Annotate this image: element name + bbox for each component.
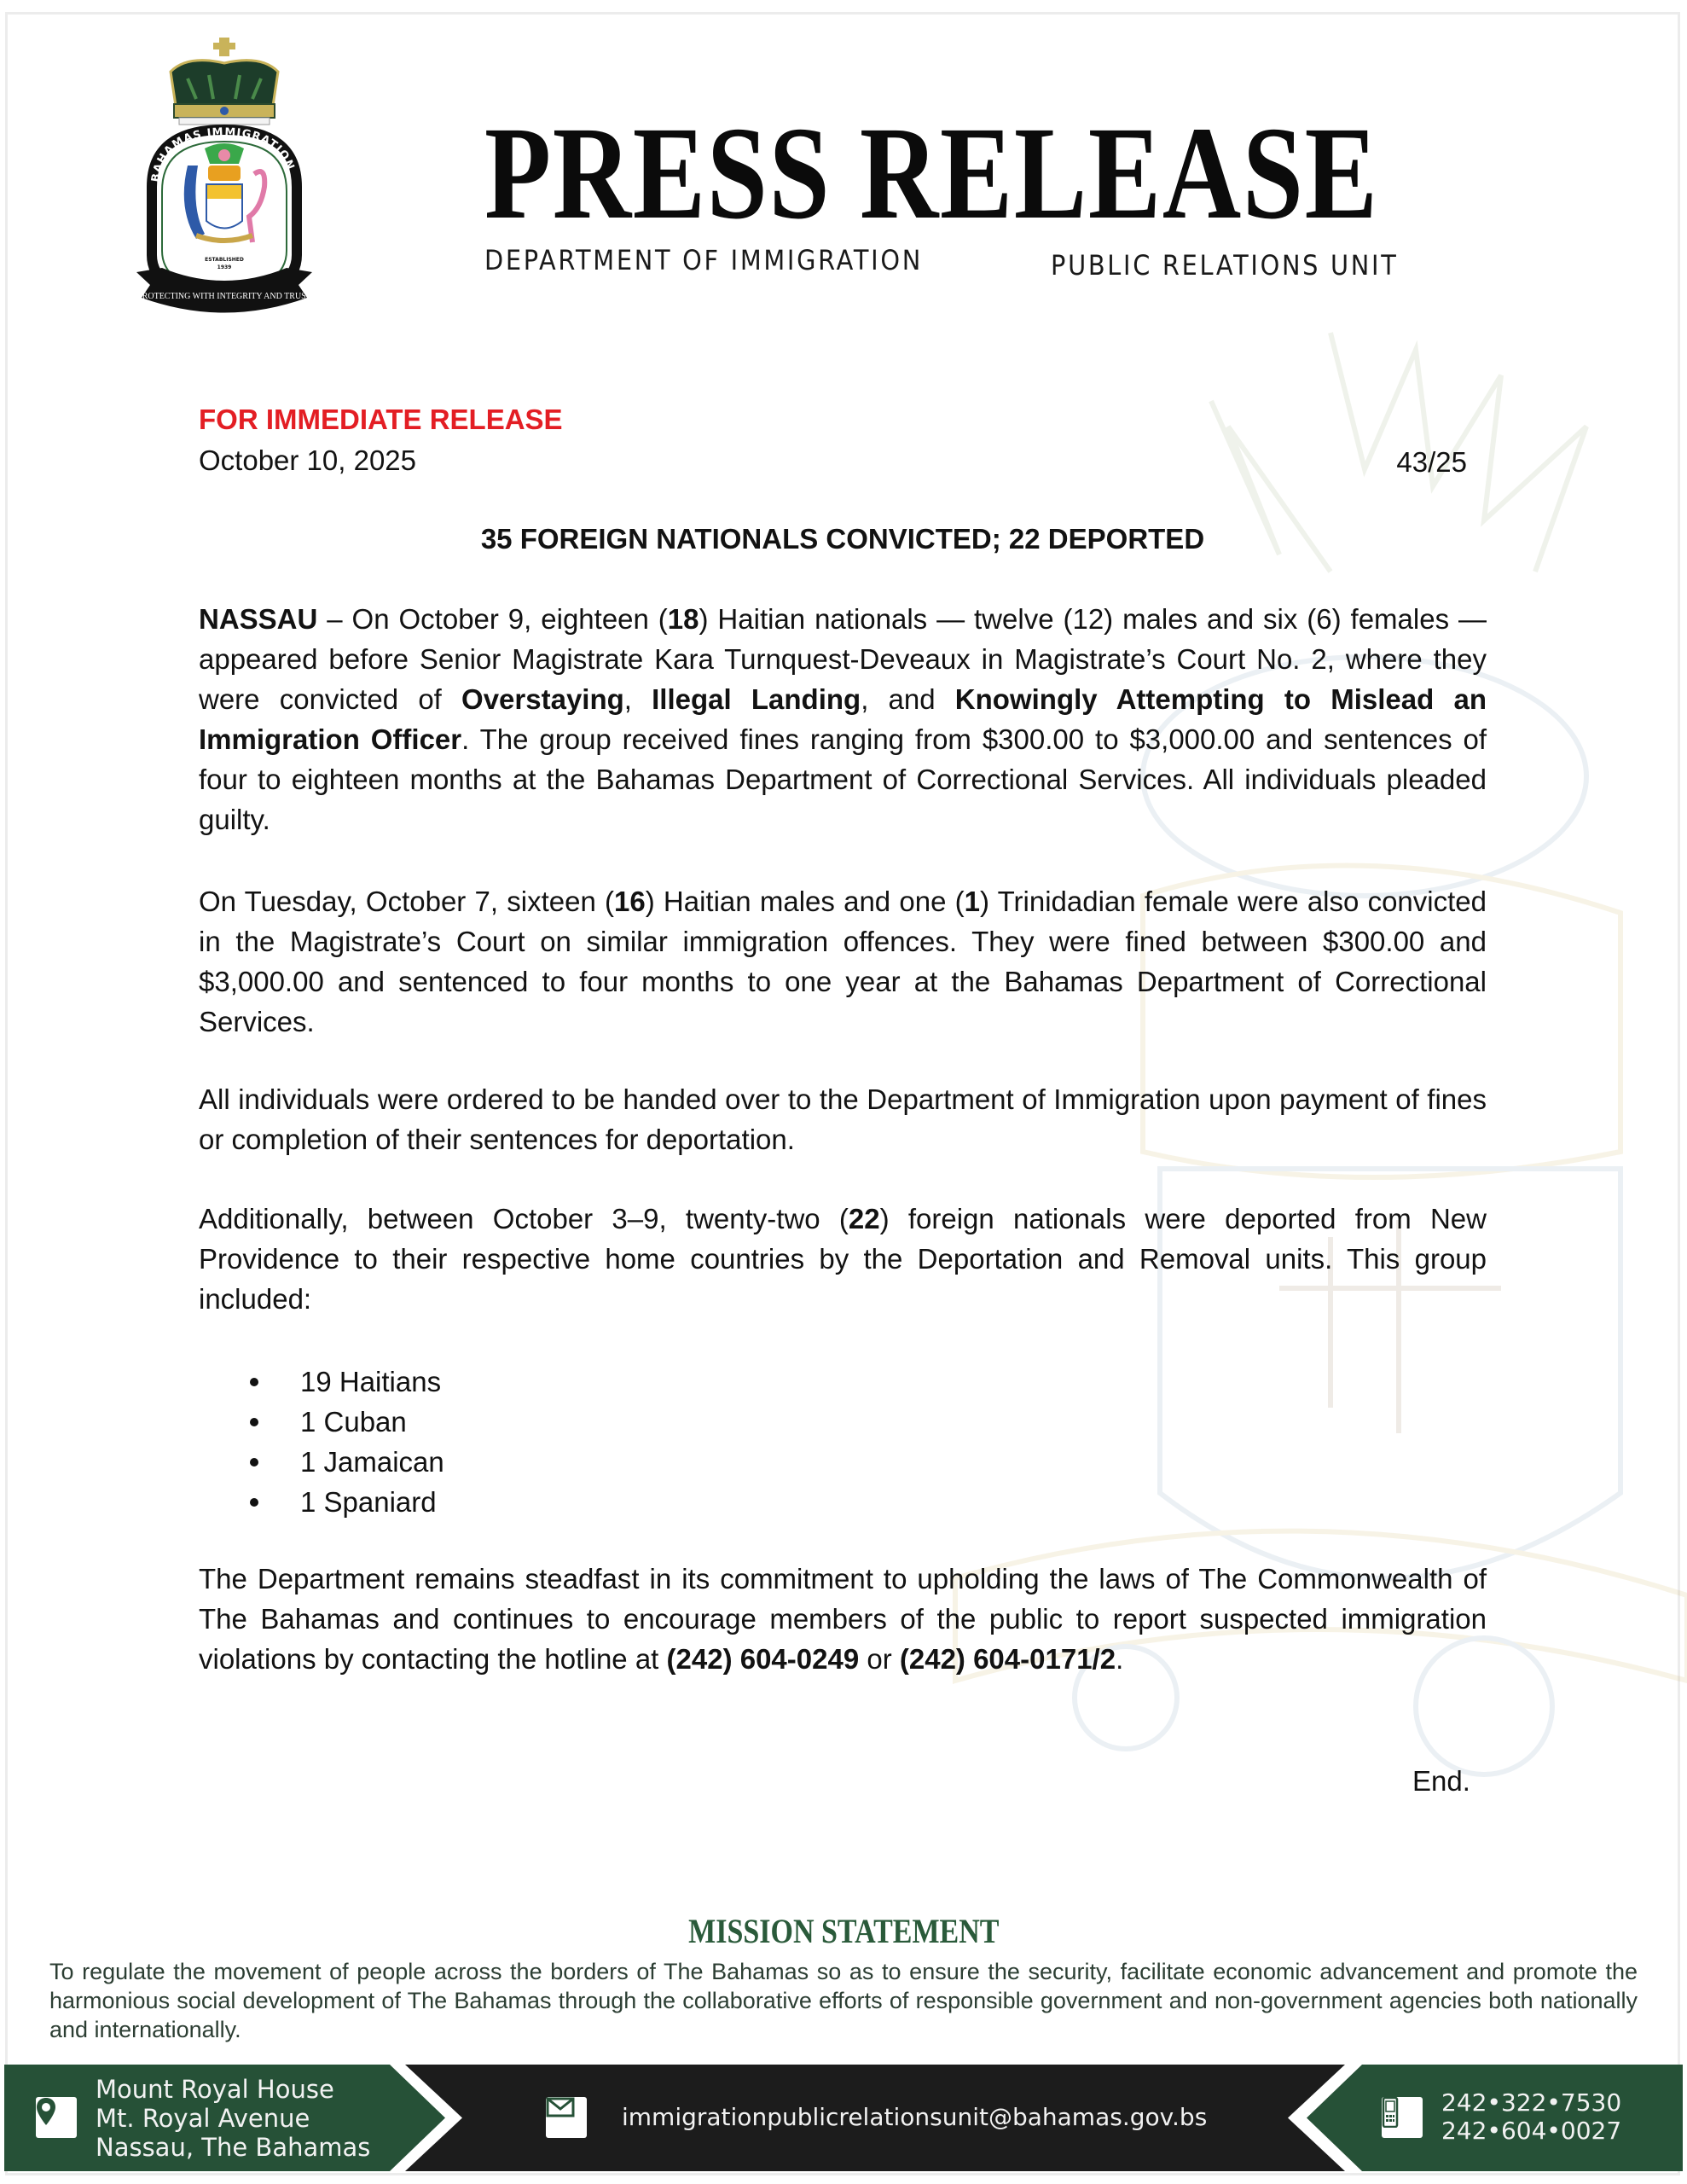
unit-name: PUBLIC RELATIONS UNIT: [1051, 249, 1399, 282]
offence-overstaying: Overstaying: [461, 683, 624, 715]
bullet-icon: [250, 1458, 258, 1467]
headline: 35 FOREIGN NATIONALS CONVICTED; 22 DEPORTED: [480, 523, 1205, 555]
phone-number[interactable]: 242•322•7530: [1441, 2088, 1622, 2117]
mission-statement-text: To regulate the movement of people across the borders of The Bahamas so as to ensure the security, facilitate economic advancement and promote the harmonious social development of The Bahamas through the collaborative efforts of responsible government and non-government agencies both nationally and internationally.: [49, 1959, 1638, 2042]
contact-footer: [4, 2065, 1683, 2171]
svg-text:1939: 1939: [217, 264, 232, 270]
list-item: 1 Spaniard: [199, 1482, 444, 1522]
hotline-phone-1: (242) 604-0249: [666, 1643, 860, 1675]
offence-misleading-officer: Knowingly Attempting to Mislead an Immigration Officer: [199, 683, 1487, 755]
mission-statement-title: MISSION STATEMENT: [687, 1912, 1000, 1950]
phone-number[interactable]: 242•604•0027: [1441, 2117, 1622, 2145]
deportee-list: [199, 1362, 444, 1522]
release-status: FOR IMMEDIATE RELEASE: [199, 404, 563, 435]
paragraph-3: All individuals were ordered to be handed over to the Department of Immigration upon payment of fines or completion of their sentences for deportation.: [199, 1083, 1487, 1155]
press-release-title: PRESS RELEASE: [484, 99, 1379, 247]
bullet-icon: [250, 1498, 258, 1507]
release-reference: 43/25: [1396, 446, 1467, 478]
bullet-icon: [250, 1418, 258, 1426]
offence-illegal-landing: Illegal Landing: [652, 683, 861, 715]
paragraph-1: NASSAU – On October 9, eighteen (18) Haitian nationals — twelve (12) males and six (6) females — appeared before Senior Magistrate Kara Turnquest-Deveaux in Magistrate’s Court No. 2, where they were convicted of Overstaying, Illegal Landing, and Knowingly Attempting to Mislead an Immigration Officer. The group received fines ranging from $300.00 to $3,000.00 and sentences of four to eighteen months at the Bahamas Department of Correctional Services. All individuals pleaded guilty.: [199, 603, 1487, 835]
mobile-phone-icon: [1382, 2097, 1423, 2138]
svg-text:PROTECTING WITH INTEGRITY AND: PROTECTING WITH INTEGRITY AND TRUST: [137, 292, 311, 301]
envelope-icon: [546, 2097, 587, 2138]
bahamas-immigration-logo: [136, 38, 312, 319]
paragraph-4: Additionally, between October 3–9, twenty-two (22) foreign nationals were deported from New Providence to their respective home countries by the Deportation and Removal units. This group included:: [199, 1203, 1487, 1315]
paragraph-5: The Department remains steadfast in its commitment to upholding the laws of The Commonwealth of The Bahamas and continues to encourage members of the public to report suspected immigration violations by contacting the hotline at (242) 604-0249 or (242) 604-0171/2.: [199, 1563, 1487, 1675]
hotline-phone-2: (242) 604-0171/2: [899, 1643, 1116, 1675]
department-name: DEPARTMENT OF IMMIGRATION: [484, 244, 923, 276]
end-marker: End.: [1412, 1765, 1470, 1797]
bullet-icon: [250, 1378, 258, 1386]
release-date: October 10, 2025: [199, 444, 417, 476]
list-item: 1 Cuban: [199, 1402, 444, 1442]
location-pin-icon: [36, 2097, 77, 2138]
footer-phones: [1441, 2088, 1621, 2145]
crown-icon: [171, 38, 278, 125]
footer-address: Mount Royal House Mt. Royal Avenue Nassau, The Bahamas: [96, 2075, 371, 2162]
footer-email-link[interactable]: immigrationpublicrelationsunit@bahamas.gov.bs: [622, 2103, 1208, 2131]
svg-text:ESTABLISHED: ESTABLISHED: [205, 257, 244, 263]
list-item: 1 Jamaican: [199, 1442, 444, 1482]
dateline: NASSAU: [199, 603, 318, 635]
list-item: 19 Haitians: [199, 1362, 444, 1402]
paragraph-2: On Tuesday, October 7, sixteen (16) Haitian males and one (1) Trinidadian female were also convicted in the Magistrate’s Court on similar immigration offences. They were fined between $300.00 and $3,000.00 and sentenced to four months to one year at the Bahamas Department of Correctional Services.: [199, 886, 1487, 1037]
svg-text:BAHAMAS IMMIGRATION: BAHAMAS IMMIGRATION: [149, 125, 297, 183]
